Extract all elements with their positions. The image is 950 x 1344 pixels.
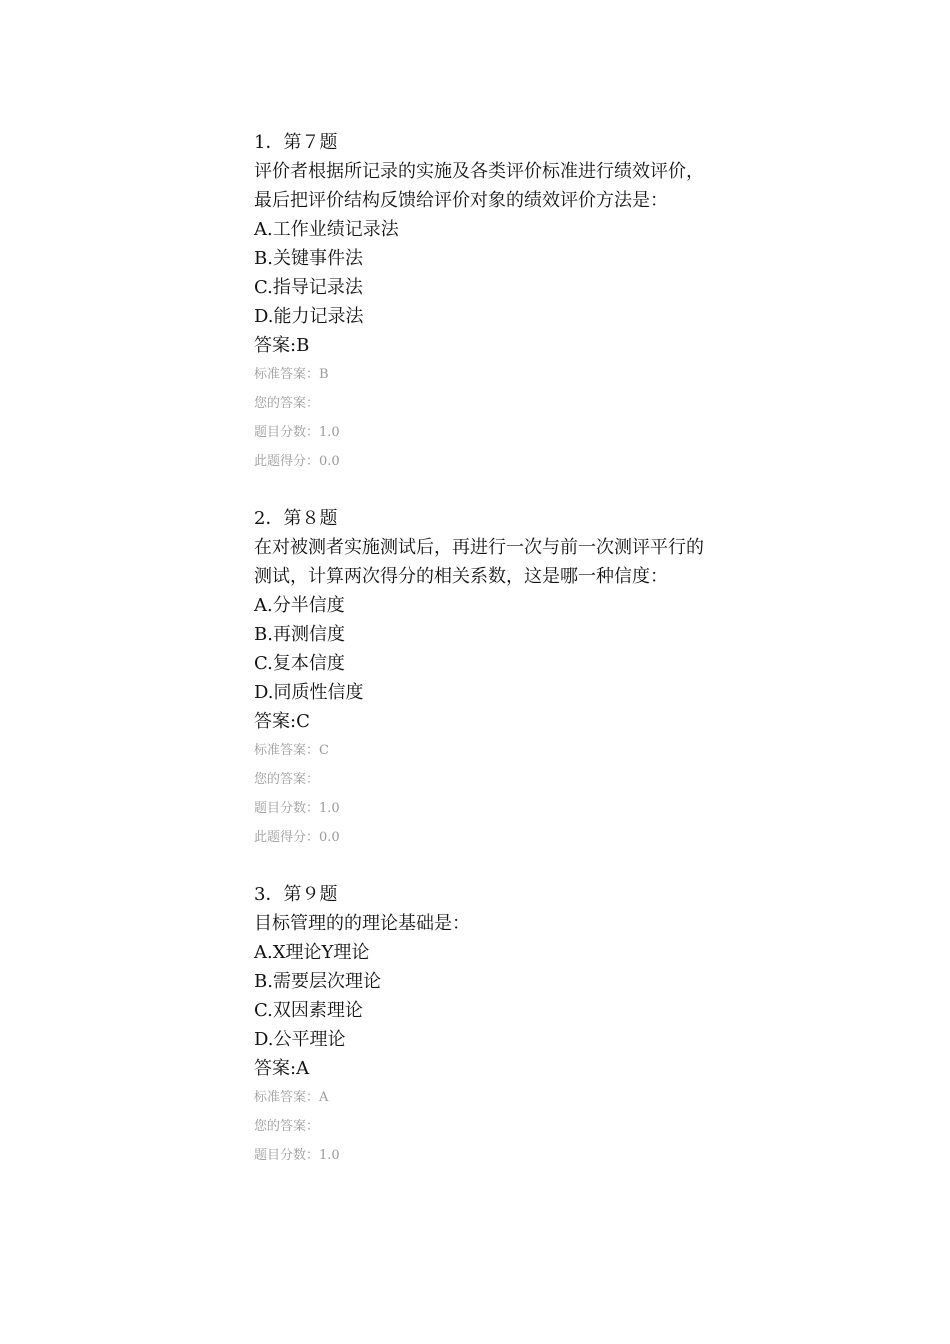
option-b: B.需要层次理论	[254, 971, 381, 992]
question-score: 题目分数：1.0	[254, 1148, 340, 1163]
answer: 答案:B	[254, 335, 310, 356]
option-a: A.X理论Y理论	[254, 942, 370, 963]
question-heading: 1．第７题	[254, 132, 338, 153]
question-3	[254, 880, 704, 1170]
option-d: D.公平理论	[254, 1029, 346, 1050]
your-answer: 您的答案：	[254, 396, 320, 411]
your-answer: 您的答案：	[254, 1119, 320, 1134]
option-c: C.双因素理论	[254, 1000, 363, 1021]
answer: 答案:A	[254, 1058, 310, 1079]
question-stem: 目标管理的的理论基础是：	[254, 913, 470, 934]
question-stem: 评价者根据所记录的实施及各类评价标准进行绩效评价，最后把评价结构反馈给评价对象的绩效评价方法是：	[254, 161, 704, 211]
question-heading: 2．第８题	[254, 508, 338, 529]
standard-answer: 标准答案：C	[254, 743, 329, 758]
question-1	[254, 128, 704, 476]
question-2	[254, 504, 704, 852]
option-d: D.同质性信度	[254, 682, 364, 703]
your-answer: 您的答案：	[254, 772, 320, 787]
document-page	[254, 128, 704, 1198]
standard-answer: 标准答案：A	[254, 1090, 329, 1105]
option-b: B.关键事件法	[254, 248, 363, 269]
earned-score: 此题得分：0.0	[254, 830, 340, 845]
question-score: 题目分数：1.0	[254, 425, 340, 440]
question-score: 题目分数：1.0	[254, 801, 340, 816]
answer: 答案:C	[254, 711, 310, 732]
earned-score: 此题得分：0.0	[254, 454, 340, 469]
option-b: B.再测信度	[254, 624, 345, 645]
option-a: A.分半信度	[254, 595, 345, 616]
option-d: D.能力记录法	[254, 306, 364, 327]
question-stem: 在对被测者实施测试后，再进行一次与前一次测评平行的测试，计算两次得分的相关系数，这是哪一种信度：	[254, 537, 704, 587]
standard-answer: 标准答案：B	[254, 367, 329, 382]
option-c: C.复本信度	[254, 653, 345, 674]
option-c: C.指导记录法	[254, 277, 363, 298]
option-a: A.工作业绩记录法	[254, 219, 399, 240]
question-heading: 3．第９题	[254, 884, 338, 905]
